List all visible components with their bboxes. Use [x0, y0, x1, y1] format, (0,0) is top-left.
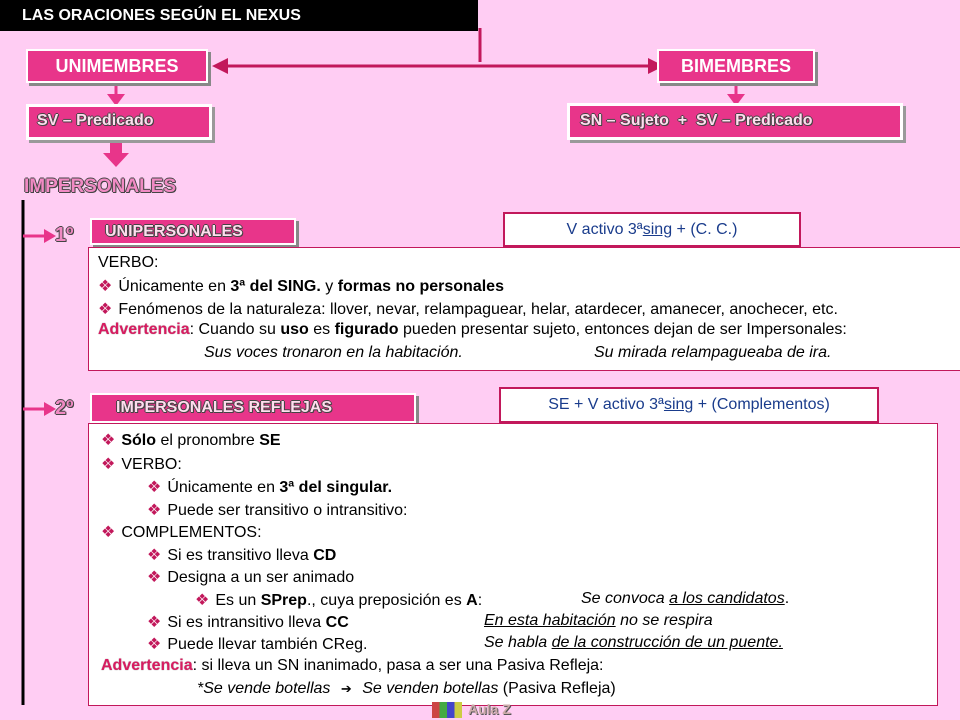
- logo-icon: [432, 702, 462, 718]
- bimembres-box: BIMEMBRES: [657, 49, 815, 83]
- r-line-6: ❖ Si es transitivo lleva CD: [147, 547, 337, 564]
- arrow-down-3: [103, 153, 129, 167]
- logo: Aula Z: [432, 700, 526, 720]
- diamond-icon: ❖: [101, 432, 116, 449]
- verbo-line: VERBO:: [98, 254, 159, 271]
- r-line-4: ❖ Puede ser transitivo o intransitivo:: [147, 502, 408, 519]
- bullet-1: ❖ Únicamente en 3ª del SING. y formas no personales: [98, 278, 504, 295]
- r-line-8-example: Se convoca a los candidatos.: [581, 590, 790, 607]
- reflejas-panel: [88, 423, 938, 706]
- diamond-icon: ❖: [101, 524, 116, 541]
- diamond-icon: ❖: [147, 479, 162, 496]
- formula-2: SE + V activo 3ªsing + (Complementos): [499, 387, 879, 423]
- r-line-1: ❖ Sólo el pronombre SE: [101, 432, 281, 449]
- sv-predicado-box: SV – Predicado: [26, 104, 212, 140]
- unipersonales-box: UNIPERSONALES: [90, 218, 296, 245]
- diamond-icon: ❖: [147, 547, 162, 564]
- unimembres-box: UNIMEMBRES: [26, 49, 208, 83]
- advertencia-2: Advertencia: si lleva un SN inanimado, pasa a ser una Pasiva Refleja:: [101, 657, 604, 674]
- r-line-5: ❖ COMPLEMENTOS:: [101, 524, 262, 541]
- r-line-8: ❖ Es un SPrep., cuya preposición es A:: [195, 592, 483, 609]
- example-1a: Sus voces tronaron en la habitación.: [204, 344, 463, 361]
- r-line-3: ❖ Únicamente en 3ª del singular.: [147, 479, 393, 496]
- r-line-7: ❖ Designa a un ser animado: [147, 569, 355, 586]
- example-2: *Se vende botellas ➔ Se venden botellas (Pasiva Refleja): [197, 680, 616, 697]
- page-title: LAS ORACIONES SEGÚN EL NEXUS: [22, 7, 301, 24]
- example-1b: Su mirada relampagueaba de ira.: [594, 344, 832, 361]
- sn-sv-box: SN – Sujeto + SV – Predicado: [567, 103, 903, 140]
- r-line-9-example: En esta habitación no se respira: [484, 612, 713, 629]
- arrow-right-icon: ➔: [340, 681, 352, 696]
- diamond-icon: ❖: [101, 456, 116, 473]
- diamond-icon: ❖: [195, 592, 210, 609]
- r-line-10-example: Se habla de la construcción de un puente.: [484, 634, 783, 651]
- bullet-2: ❖ Fenómenos de la naturaleza: llover, nevar, relampaguear, helar, atardecer, amanecer, anochecer, etc.: [98, 301, 838, 318]
- r-line-2: ❖ VERBO:: [101, 456, 182, 473]
- number-2: 2º: [55, 397, 74, 419]
- diamond-icon: ❖: [98, 278, 113, 295]
- diamond-icon: ❖: [147, 569, 162, 586]
- diamond-icon: ❖: [98, 301, 113, 318]
- impersonales-reflejas-box: IMPERSONALES REFLEJAS: [90, 393, 416, 423]
- r-line-10: ❖ Puede llevar también CReg.: [147, 636, 368, 653]
- impersonales-heading: IMPERSONALES: [24, 176, 177, 197]
- r-line-9: ❖ Si es intransitivo lleva CC: [147, 614, 349, 631]
- diamond-icon: ❖: [147, 502, 162, 519]
- diamond-icon: ❖: [147, 636, 162, 653]
- unipersonales-panel: [88, 247, 960, 371]
- number-1: 1º: [55, 224, 74, 246]
- formula-1: V activo 3ªsing + (C. C.): [503, 212, 801, 247]
- advertencia-1: Advertencia: Cuando su uso es figurado pueden presentar sujeto, entonces dejan de ser Impersonales:: [98, 321, 847, 338]
- diamond-icon: ❖: [147, 614, 162, 631]
- arrow-left: [212, 58, 228, 74]
